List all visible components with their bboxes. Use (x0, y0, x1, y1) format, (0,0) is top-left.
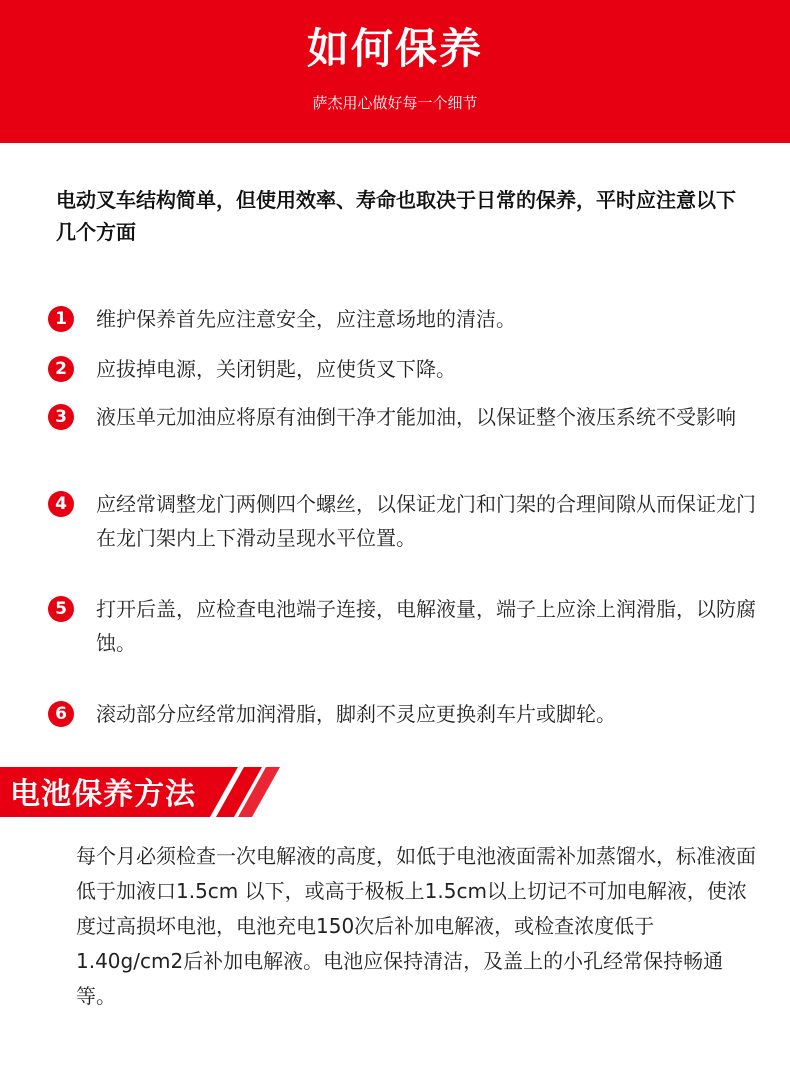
section-title: 电池保养方法 (10, 777, 196, 812)
section-body: 每个月必须检查一次电解液的高度，如低于电池液面需补加蒸馏水，标准液面低于加液口1.5cm 以下，或高于极板上1.5cm以上切记不可加电解液，使浓度过高损坏电池，电池充电150次后补加电解液，或检查浓度低于1.40g/cm2后补加电解液。电池应保持清洁，及盖上的小孔经常保持畅通等。 (76, 844, 756, 1008)
number-badge: 5 (48, 596, 74, 622)
list-item (48, 487, 763, 555)
number-badge: 3 (48, 404, 74, 430)
header-banner (0, 0, 790, 143)
list-item (48, 697, 763, 731)
list-item (48, 592, 763, 660)
list-item-text: 维护保养首先应注意安全，应注意场地的清洁。 (96, 307, 516, 331)
list-item-text: 应经常调整龙门两侧四个螺丝，以保证龙门和门架的合理间隙从而保证龙门在龙门架内上下滑动呈现水平位置。 (96, 492, 756, 550)
list-item-text: 液压单元加油应将原有油倒干净才能加油，以保证整个液压系统不受影响 (96, 405, 736, 429)
list-item (48, 302, 763, 336)
list-item-text: 打开后盖，应检查电池端子连接，电解液量，端子上应涂上润滑脂，以防腐蚀。 (96, 597, 756, 655)
page-title: 如何保养 (306, 24, 483, 73)
number-badge: 4 (48, 491, 74, 517)
number-badge: 2 (48, 356, 74, 382)
page-subtitle: 萨杰用心做好每一个细节 (312, 94, 478, 112)
list-item (48, 352, 763, 386)
intro-text: 电动叉车结构简单，但使用效率、寿命也取决于日常的保养，平时应注意以下几个方面 (56, 188, 736, 244)
list-item (48, 400, 763, 434)
number-badge: 6 (48, 701, 74, 727)
number-badge: 1 (48, 306, 74, 332)
section-banner (0, 767, 290, 823)
list-item-text: 滚动部分应经常加润滑脂，脚刹不灵应更换刹车片或脚轮。 (96, 702, 616, 726)
list-item-text: 应拔掉电源，关闭钥匙，应使货叉下降。 (96, 357, 456, 381)
